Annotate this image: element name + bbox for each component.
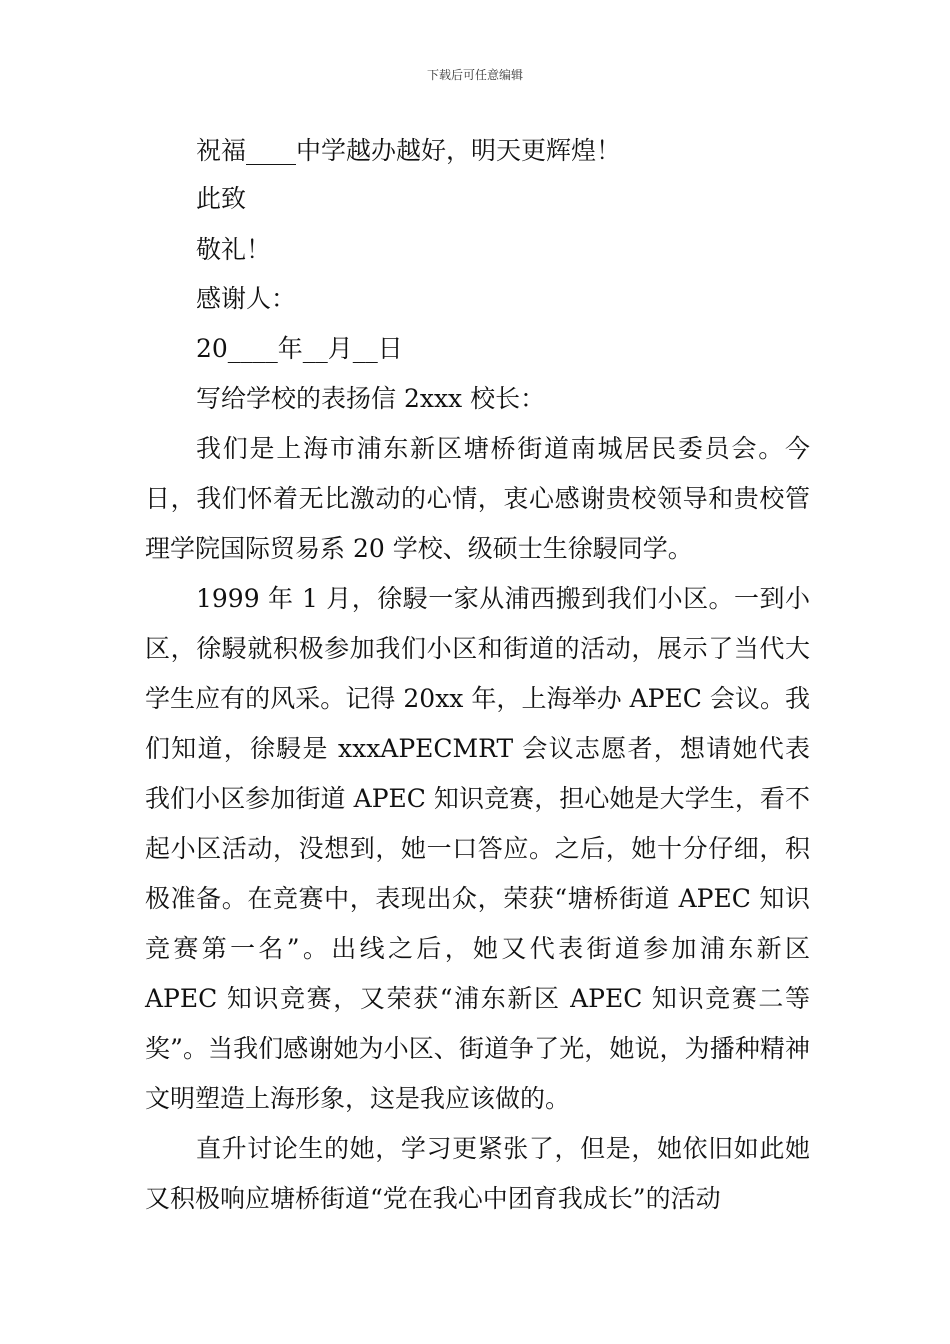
date-line: 20____年__月__日 <box>196 334 403 363</box>
thanker-line: 感谢人： <box>196 284 297 313</box>
blessing-line: 祝福____中学越办越好，明天更辉煌！ <box>196 136 622 165</box>
paragraph-intro: 我们是上海市浦东新区塘桥街道南城居民委员会。今日，我们怀着无比激动的心情，衷心感谢贵校领导和贵校管理学院国际贸易系 20 学校、级硕士生徐駸同学。 <box>145 434 810 563</box>
paragraph-story: 1999 年 1 月，徐駸一家从浦西搬到我们小区。一到小区，徐駸就积极参加我们小区和街道的活动，展示了当代大学生应有的风采。记得 20xx 年，上海举办 APEC 会议。我们知道，徐駸是 xxxAPECMRT 会议志愿者，想请她代表我们小区参加街道 APEC 知识竞赛，担心她是大学生，看不起小区活动，没想到，她一口答应。之后，她十分仔细，积极准备。在竞赛中，表现出众，荣获“塘桥街道 APEC 知识竞赛第一名”。出线之后，她又代表街道参加浦东新区 APEC 知识竞赛，又荣获“浦东新区 APEC 知识竞赛二等奖”。当我们感谢她为小区、街道争了光，她说，为播种精神文明塑造上海形象，这是我应该做的。 <box>145 584 810 1113</box>
closing-jingli: 敬礼！ <box>196 235 272 264</box>
closing-cizhi: 此致 <box>196 184 247 213</box>
letter-title: 写给学校的表扬信 2xxx 校长： <box>196 384 546 413</box>
page-header-note: 下载后可任意编辑 <box>426 68 523 82</box>
paragraph-continued: 直升讨论生的她，学习更紧张了，但是，她依旧如此她又积极响应塘桥街道“党在我心中团育我成长”的活动 <box>145 1134 810 1213</box>
